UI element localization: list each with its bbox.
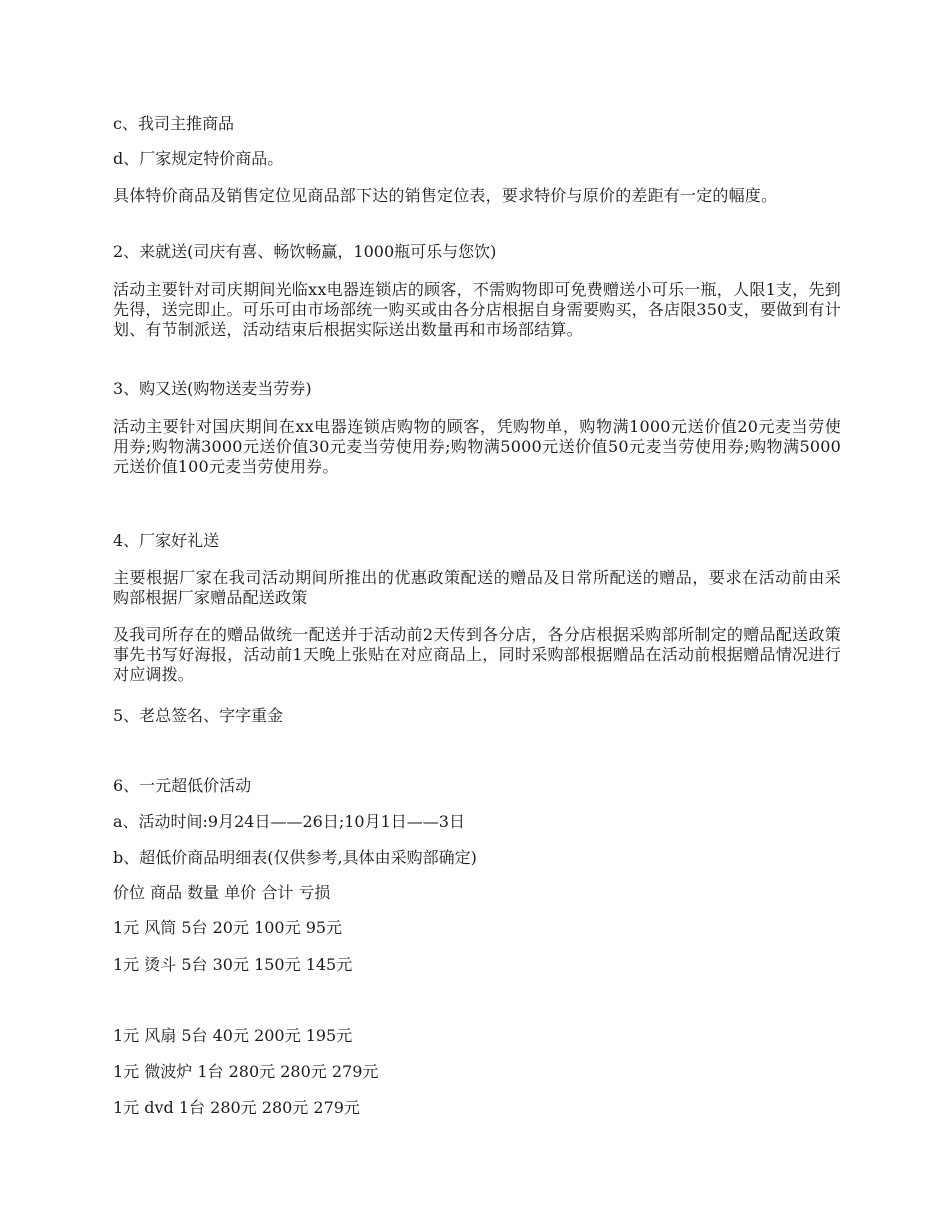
table-row: 1元 dvd 1台 280元 280元 279元 — [113, 1098, 360, 1117]
list-item-a: a、活动时间:9月24日——26日;10月1日——3日 — [113, 812, 465, 831]
table-row: 1元 风扇 5台 40元 200元 195元 — [113, 1026, 353, 1045]
list-item-b: b、超低价商品明细表(仅供参考,具体由采购部确定) — [113, 848, 477, 867]
section-heading-3: 3、购又送(购物送麦当劳券) — [113, 379, 312, 398]
table-row: 1元 风筒 5台 20元 100元 95元 — [113, 918, 343, 937]
paragraph-mcdonalds-coupon: 活动主要针对国庆期间在xx电器连锁店购物的顾客，凭购物单，购物满1000元送价值20元麦当劳使用券;购物满3000元送价值30元麦当劳使用券;购物满5000元送价值50元麦当劳使用券;购物满5000元送价值100元麦当劳使用券。 — [113, 417, 841, 476]
section-heading-6: 6、一元超低价活动 — [113, 776, 252, 795]
table-header-row: 价位 商品 数量 单价 合计 亏损 — [113, 883, 331, 902]
section-heading-4: 4、厂家好礼送 — [113, 531, 220, 550]
list-item-d: d、厂家规定特价商品。 — [113, 149, 284, 168]
paragraph-vendor-gifts: 主要根据厂家在我司活动期间所推出的优惠政策配送的赠品及日常所配送的赠品，要求在活动前由采购部根据厂家赠品配送政策 — [113, 568, 841, 607]
list-item-c: c、我司主推商品 — [113, 114, 234, 133]
paragraph-gift-distribution: 及我司所存在的赠品做统一配送并于活动前2天传到各分店，各分店根据采购部所制定的赠品配送政策事先书写好海报，活动前1天晚上张贴在对应商品上，同时采购部根据赠品在活动前根据赠品情况进行对应调拨。 — [113, 625, 841, 684]
table-row: 1元 烫斗 5台 30元 150元 145元 — [113, 955, 353, 974]
section-heading-5: 5、老总签名、字字重金 — [113, 706, 284, 725]
paragraph-special-price: 具体特价商品及销售定位见商品部下达的销售定位表，要求特价与原价的差距有一定的幅度。 — [113, 186, 778, 205]
section-heading-2: 2、来就送(司庆有喜、畅饮畅赢，1000瓶可乐与您饮) — [113, 242, 497, 261]
table-row: 1元 微波炉 1台 280元 280元 279元 — [113, 1062, 379, 1081]
paragraph-cola-gift: 活动主要针对司庆期间光临xx电器连锁店的顾客，不需购物即可免费赠送小可乐一瓶，人限1支，先到先得，送完即止。可乐可由市场部统一购买或由各分店根据自身需要购买，各店限350支，要做到有计划、有节制派送，活动结束后根据实际送出数量再和市场部结算。 — [113, 280, 841, 339]
